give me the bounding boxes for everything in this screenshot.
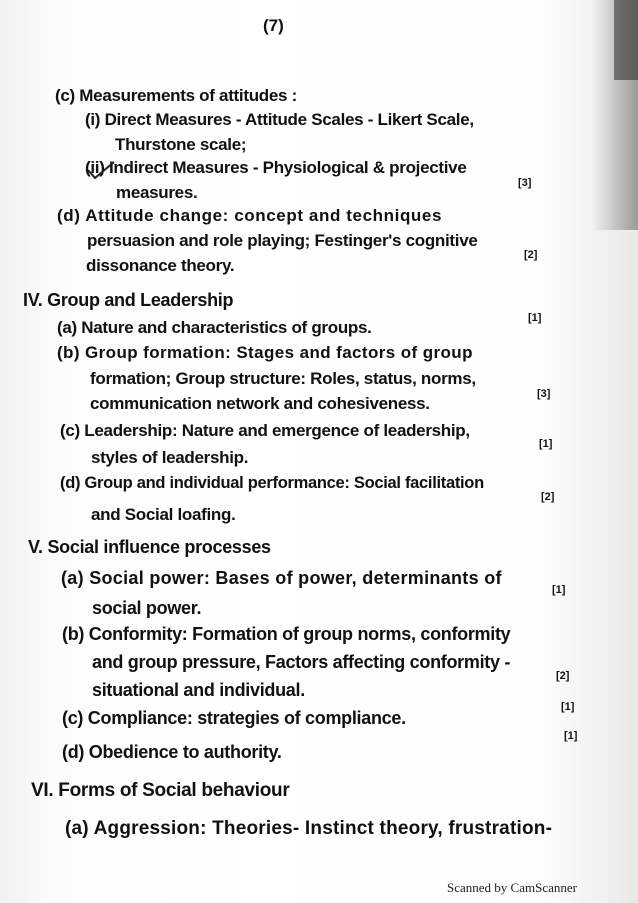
item-v-a: (a) Social power: Bases of power, determinants of <box>61 568 502 588</box>
subitem-direct-measures: (i) Direct Measures - Attitude Scales - Likert Scale, <box>85 110 474 129</box>
item-v-c: (c) Compliance: strategies of compliance. <box>62 708 406 728</box>
subitem-indirect-measures-cont: measures. <box>116 183 198 202</box>
page-number: (7) <box>263 16 284 35</box>
item-d-attitude-change-cont1: persuasion and role playing; Festinger's cognitive <box>87 231 478 250</box>
item-iv-a: (a) Nature and characteristics of groups. <box>57 318 372 337</box>
footer-watermark: Scanned by CamScanner <box>447 880 577 895</box>
mark-1: [1] <box>528 312 542 324</box>
item-vi-a: (a) Aggression: Theories- Instinct theory, frustration- <box>65 818 553 839</box>
subitem-direct-measures-cont: Thurstone scale; <box>115 135 247 154</box>
item-c-measurements: (c) Measurements of attitudes : <box>55 86 297 105</box>
item-v-b: (b) Conformity: Formation of group norms, conformity <box>62 624 511 644</box>
subitem-indirect-measures: (ii) Indirect Measures - Physiological & projective <box>85 158 467 177</box>
item-v-d: (d) Obedience to authority. <box>62 742 282 762</box>
item-iv-d: (d) Group and individual performance: Social facilitation <box>60 474 484 492</box>
item-iv-b-cont2: communication network and cohesiveness. <box>90 394 430 413</box>
item-d-attitude-change-cont2: dissonance theory. <box>86 256 235 275</box>
mark-1b: [1] <box>539 438 553 450</box>
item-v-a-cont: social power. <box>92 598 202 618</box>
scan-shadow-corner <box>614 0 638 80</box>
mark-1d: [1] <box>561 701 575 713</box>
mark-2b: [2] <box>541 491 555 503</box>
item-v-b-cont1: and group pressure, Factors affecting conformity - <box>92 652 511 672</box>
checkmark-icon <box>86 158 116 184</box>
item-iv-c-cont: styles of leadership. <box>91 448 249 467</box>
item-v-b-cont2: situational and individual. <box>92 680 305 700</box>
mark-1e: [1] <box>564 730 578 742</box>
item-iv-b-cont1: formation; Group structure: Roles, status, norms, <box>90 369 476 388</box>
mark-2c: [2] <box>556 670 570 682</box>
item-iv-b: (b) Group formation: Stages and factors of group <box>57 343 473 362</box>
mark-1c: [1] <box>552 584 566 596</box>
item-d-attitude-change: (d) Attitude change: concept and techniques <box>57 206 443 225</box>
section-vi-heading: VI. Forms of Social behaviour <box>31 780 290 801</box>
mark-2: [2] <box>524 249 538 261</box>
item-iv-c: (c) Leadership: Nature and emergence of leadership, <box>60 421 470 440</box>
section-v-heading: V. Social influence processes <box>28 537 271 557</box>
item-iv-d-cont: and Social loafing. <box>91 505 236 524</box>
section-iv-heading: IV. Group and Leadership <box>23 290 234 310</box>
mark-3b: [3] <box>537 388 551 400</box>
mark-3: [3] <box>518 177 532 189</box>
